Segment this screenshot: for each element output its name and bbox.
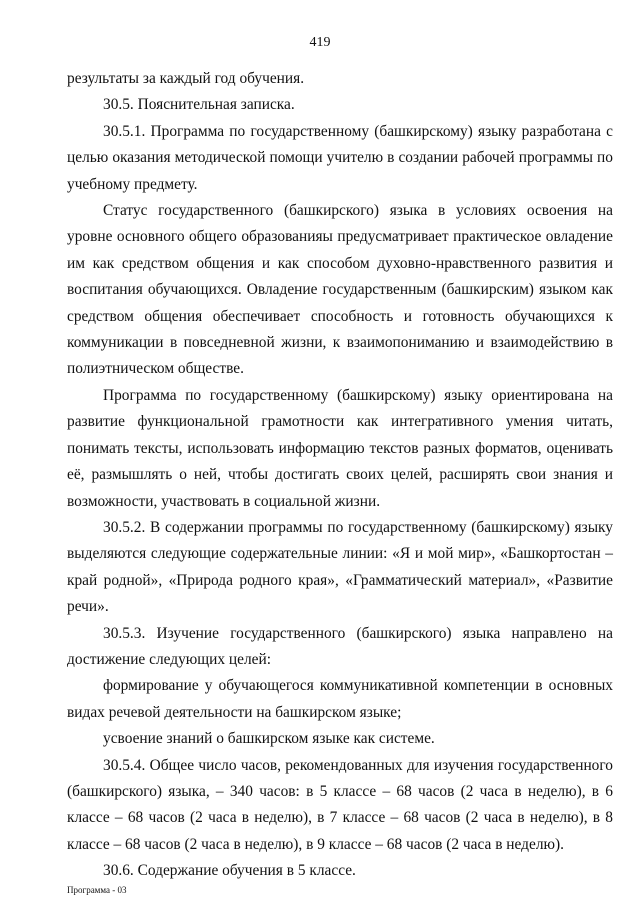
- section-heading-30-6: 30.6. Содержание обучения в 5 классе.: [103, 862, 356, 880]
- paragraph-30-5-4: 30.5.4. Общее число часов, рекомендованных для изучения государственного (башкирского) языка, – 340 часов: в 5 классе – 68 часов (2 часа в неделю), в 6 классе – 68 часов (2 часа в неделю), в 7 классе – 68 часов (2 часа в неделю), в 8 классе – 68 часов (2 часа в неделю), в 9 классе – 68 часов (2 часа в неделю).: [67, 756, 613, 853]
- paragraph-program-orientation: Программа по государственному (башкирскому) языку ориентирована на развитие функциональной грамотности как интегративного умения читать, понимать тексты, использовать информацию текстов разных форматов, оценивать её, размышлять о ней, чтобы достигать своих целей, расширять свои знания и возможности, участвовать в социальной жизни.: [67, 386, 613, 510]
- paragraph-30-5-2: 30.5.2. В содержании программы по государственному (башкирскому) языку выделяются следующие содержательные линии: «Я и мой мир», «Башкортостан – край родной», «Природа родного края», «Грамматический материал», «Развитие речи».: [67, 518, 613, 616]
- goal-item-knowledge: усвоение знаний о башкирском языке как системе.: [103, 730, 435, 748]
- paragraph-status: Статус государственного (башкирского) языка в условиях освоения на уровне основного общего образованияы предусматривает практическое овладение им как средством общения и как способом духовно-нравственного развития и воспитания обучающихся. Овладение государственным (башкирским) языком как средством общения обеспечивает способность и готовность обучающихся к коммуникации в повседневной жизни, к взаимопониманию и взаимодействию в полиэтническом обществе.: [67, 202, 613, 378]
- section-heading-30-5: 30.5. Пояснительная записка.: [103, 96, 295, 114]
- paragraph-30-5-1: 30.5.1. Программа по государственному (башкирскому) языку разработана с целью оказания методической помощи учителю в создании рабочей программы по учебному предмету.: [67, 122, 613, 193]
- goal-item-communicative: формирование у обучающегося коммуникативной компетенции в основных видах речевой деятельности на башкирском языке;: [67, 677, 613, 721]
- paragraph-continuation: результаты за каждый год обучения.: [67, 70, 305, 87]
- page-number: 419: [309, 35, 331, 50]
- paragraph-30-5-3: 30.5.3. Изучение государственного (башкирского) языка направлено на достижение следующих целей:: [67, 624, 613, 668]
- page-footer: Программа - 03: [67, 885, 127, 895]
- document-body: [67, 66, 613, 885]
